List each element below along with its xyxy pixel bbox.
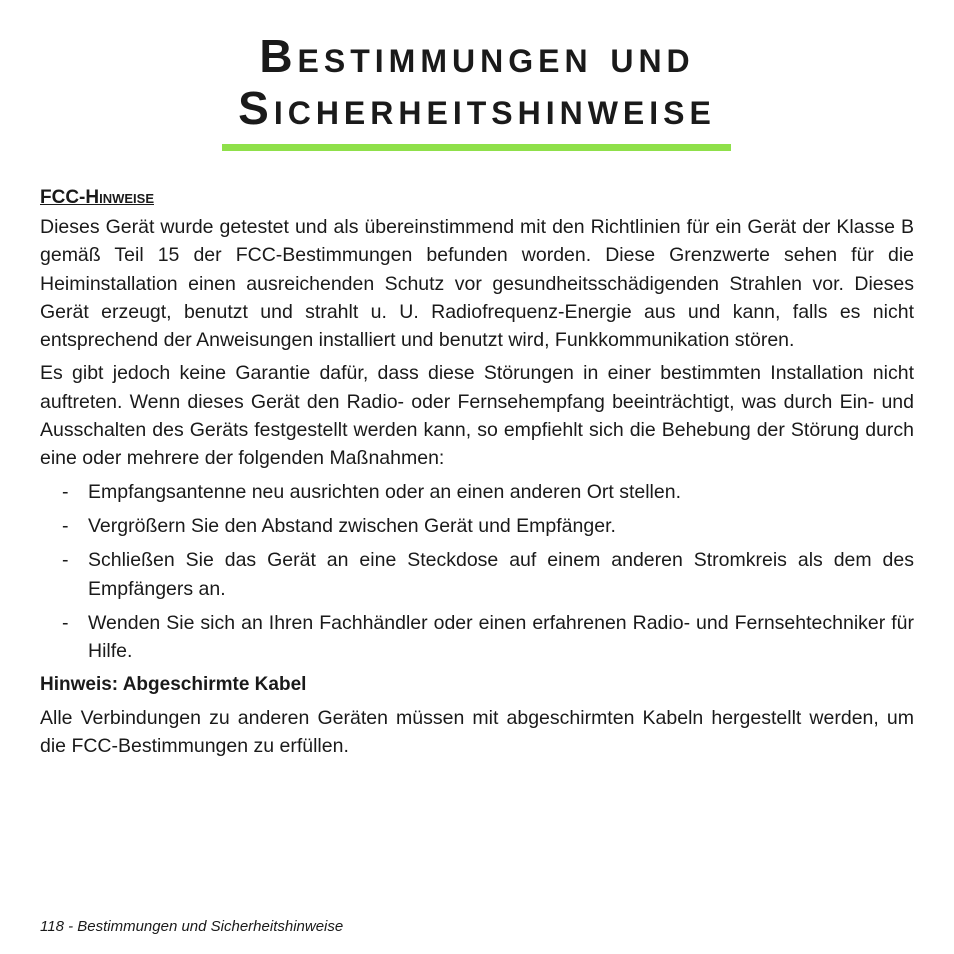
list-dash: - — [62, 514, 69, 537]
list-item — [40, 609, 914, 666]
section-heading-fcc: FCC-Hinweise — [40, 187, 154, 208]
paragraph-fcc-intro: Dieses Gerät wurde getestet und als übereinstimmend mit den Richtlinien für ein Gerät der Klasse B gemäß Teil 15 der FCC-Bestimmungen befunden worden. Diese Grenzwerte sehen für die Heiminstallation einen ausreichenden Schutz vor gesundheitsschädigenden Strahlen vor. Dieses Gerät erzeugt, benutzt und strahlt u. U. Radiofrequenz-Energie aus und kann, falls es nicht entsprechend der Anweisungen installiert und benutzt wird, Funkkommunikation stören. — [40, 216, 914, 352]
list-item — [40, 546, 914, 603]
list-item-text: Vergrößern Sie den Abstand zwischen Gerät und Empfänger. — [88, 514, 616, 537]
list-item-text: Schließen Sie das Gerät an eine Steckdose auf einem anderen Stromkreis als dem des Empfängers an. — [88, 549, 914, 600]
note-heading-shielded-cables: Hinweis: Abgeschirmte Kabel — [40, 674, 307, 696]
list-item-text: Empfangsantenne neu ausrichten oder an einen anderen Ort stellen. — [88, 480, 681, 503]
list-dash: - — [62, 480, 69, 503]
page-title-line-2: Sicherheitshinweise — [238, 82, 716, 134]
list-item — [40, 512, 914, 540]
page-footer: 118 - Bestimmungen und Sicherheitshinweise — [40, 918, 344, 935]
list-item — [40, 478, 914, 506]
title-underline-bar — [222, 144, 731, 151]
list-item-text: Wenden Sie sich an Ihren Fachhändler oder einen erfahrenen Radio- und Fernsehtechniker für Hilfe. — [88, 611, 914, 663]
measures-list — [40, 478, 914, 666]
paragraph-fcc-guarantee: Es gibt jedoch keine Garantie dafür, dass diese Störungen in einer bestimmten Installation nicht auftreten. Wenn dieses Gerät den Radio- oder Fernsehempfang beeinträchtigt, was durch Ein- und Ausschalten des Geräts festgestellt werden kann, so empfiehlt sich die Behebung der Störung durch eine oder mehrere der folgenden Maßnahmen: — [40, 362, 914, 470]
paragraph-shielded-cables: Alle Verbindungen zu anderen Geräten müssen mit abgeschirmten Kabeln hergestellt werden, um die FCC-Bestimmungen zu erfüllen. — [40, 706, 914, 758]
page-title-line-1: Bestimmungen und — [259, 30, 695, 82]
list-dash: - — [62, 611, 69, 634]
list-dash: - — [62, 549, 69, 572]
document-body — [40, 184, 914, 765]
